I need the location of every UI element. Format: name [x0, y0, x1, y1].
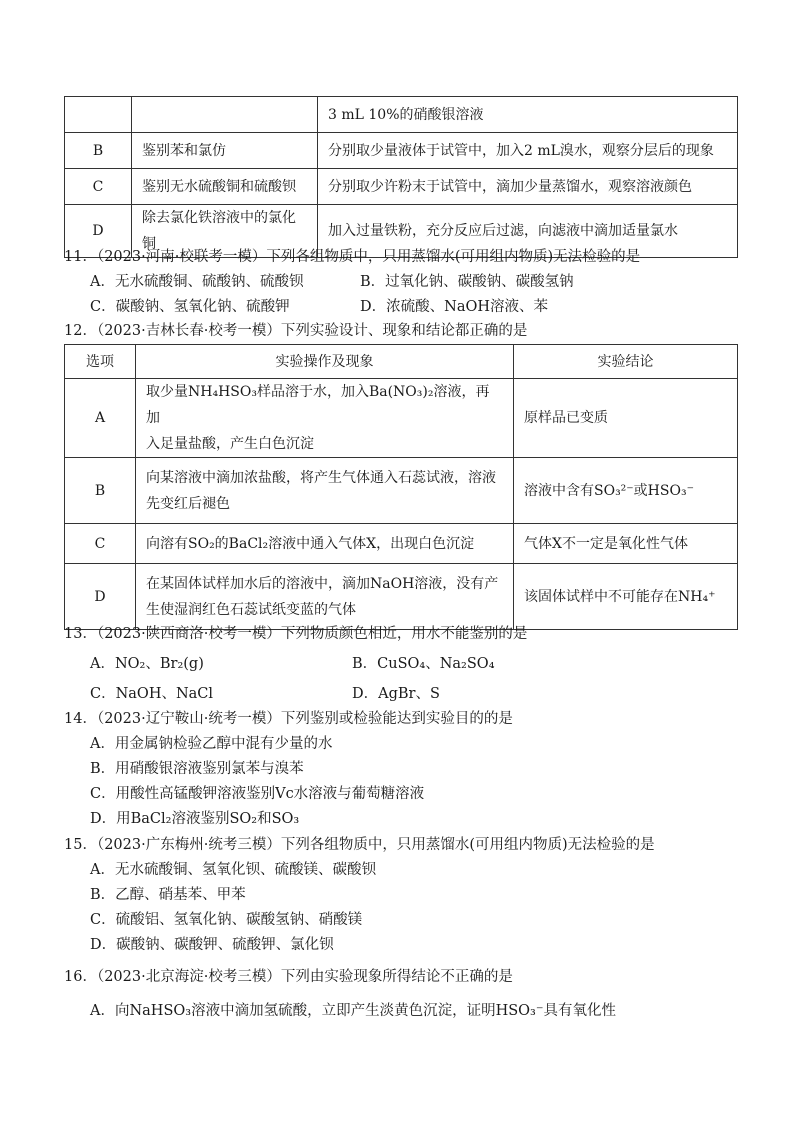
operation-cell	[136, 458, 514, 524]
question-13-stem: 13．（2023·陕西商洛·校考一模）下列物质颜色相近，用水不能鉴别的是	[64, 626, 528, 642]
purpose-cell: 鉴别无水硫酸铜和硫酸钡	[132, 169, 318, 205]
table-row	[65, 379, 738, 458]
q11-option-b: B．过氧化钠、碳酸钠、碳酸氢钠	[360, 274, 574, 290]
question-11-stem: 11．（2023·河南·校联考一模）下列各组物质中，只用蒸馏水(可用组内物质)无法检验的是	[64, 249, 641, 265]
option-label: A	[65, 379, 136, 458]
question-12-stem: 12．（2023·吉林长春·校考一模）下列实验设计、现象和结论都正确的是	[64, 323, 528, 339]
table-row	[65, 564, 738, 630]
method-cell: 分别取少量液体于试管中，加入2 mL溴水，观察分层后的现象	[318, 133, 738, 169]
purpose-cell: 除去氯化铁溶液中的氯化铜	[132, 205, 318, 258]
table-row	[65, 524, 738, 564]
table-row	[65, 97, 738, 133]
table-row	[65, 133, 738, 169]
q13-option-c: C．NaOH、NaCl	[90, 686, 214, 702]
operation-cell	[136, 564, 514, 630]
q14-option-d: D．用BaCl₂溶液鉴别SO₂和SO₃	[90, 811, 300, 827]
operation-line: 生使湿润红色石蕊试纸变蓝的气体	[146, 601, 356, 618]
q14-option-c: C．用酸性高锰酸钾溶液鉴别Vc水溶液与葡萄糖溶液	[90, 786, 425, 802]
operation-line: 向某溶液中滴加浓盐酸，将产生气体通入石蕊试液，溶液	[146, 469, 496, 486]
q15-option-a: A．无水硫酸铜、氢氧化钡、硫酸镁、碳酸钡	[90, 862, 376, 878]
operation-cell	[136, 379, 514, 458]
q11-option-d: D．浓硫酸、NaOH溶液、苯	[360, 299, 548, 315]
header-conclusion: 实验结论	[514, 345, 738, 379]
option-label: C	[65, 169, 132, 205]
option-label: D	[65, 564, 136, 630]
q14-option-a: A．用金属钠检验乙醇中混有少量的水	[90, 736, 333, 752]
q11-option-c: C．碳酸钠、氢氧化钠、硫酸钾	[90, 299, 290, 315]
q13-option-b: B．CuSO₄、Na₂SO₄	[352, 656, 495, 672]
q14-option-b: B．用硝酸银溶液鉴别氯苯与溴苯	[90, 761, 304, 777]
conclusion-cell: 原样品已变质	[514, 379, 738, 458]
table-cell: 3 mL 10%的硝酸银溶液	[318, 97, 738, 133]
question-14-stem: 14．（2023·辽宁鞍山·统考一模）下列鉴别或检验能达到实验目的的是	[64, 711, 513, 727]
conclusion-cell: 溶液中含有SO₃²⁻或HSO₃⁻	[514, 458, 738, 524]
operation-cell: 向溶有SO₂的BaCl₂溶液中通入气体X，出现白色沉淀	[136, 524, 514, 564]
table-row	[65, 458, 738, 524]
option-label: B	[65, 133, 132, 169]
table-q12	[64, 344, 738, 630]
operation-line: 在某固体试样加水后的溶液中，滴加NaOH溶液，没有产	[146, 575, 499, 592]
conclusion-cell: 气体X不一定是氧化性气体	[514, 524, 738, 564]
q11-option-a: A．无水硫酸铜、硫酸钠、硫酸钡	[90, 274, 304, 290]
operation-line: 取少量NH₄HSO₃样品溶于水，加入Ba(NO₃)₂溶液，再加	[146, 384, 490, 426]
method-cell: 加入过量铁粉，充分反应后过滤，向滤液中滴加适量氯水	[318, 205, 738, 258]
purpose-cell: 鉴别苯和氯仿	[132, 133, 318, 169]
q15-option-d: D．碳酸钠、碳酸钾、硫酸钾、氯化钡	[90, 937, 334, 953]
option-label: B	[65, 458, 136, 524]
table-header-row	[65, 345, 738, 379]
operation-line: 先变红后褪色	[146, 495, 230, 512]
header-option: 选项	[65, 345, 136, 379]
q13-option-d: D．AgBr、S	[352, 686, 440, 702]
method-cell: 分别取少许粉末于试管中，滴加少量蒸馏水，观察溶液颜色	[318, 169, 738, 205]
operation-line: 入足量盐酸，产生白色沉淀	[146, 436, 314, 452]
question-15-stem: 15．（2023·广东梅州·统考三模）下列各组物质中，只用蒸馏水(可用组内物质)无法检验的是	[64, 837, 655, 853]
conclusion-cell: 该固体试样中不可能存在NH₄⁺	[514, 564, 738, 630]
option-label: C	[65, 524, 136, 564]
q15-option-c: C．硫酸铝、氢氧化钠、碳酸氢钠、硝酸镁	[90, 912, 363, 928]
q13-option-a: A．NO₂、Br₂(g)	[90, 656, 204, 672]
q15-option-b: B．乙醇、硝基苯、甲苯	[90, 887, 246, 903]
option-label: D	[65, 205, 132, 258]
q16-option-a: A．向NaHSO₃溶液中滴加氢硫酸，立即产生淡黄色沉淀，证明HSO₃⁻具有氧化性	[90, 1003, 617, 1019]
question-16-stem: 16．（2023·北京海淀·校考三模）下列由实验现象所得结论不正确的是	[64, 969, 513, 985]
table-q10-continued	[64, 96, 738, 258]
header-operation: 实验操作及现象	[136, 345, 514, 379]
table-row	[65, 169, 738, 205]
